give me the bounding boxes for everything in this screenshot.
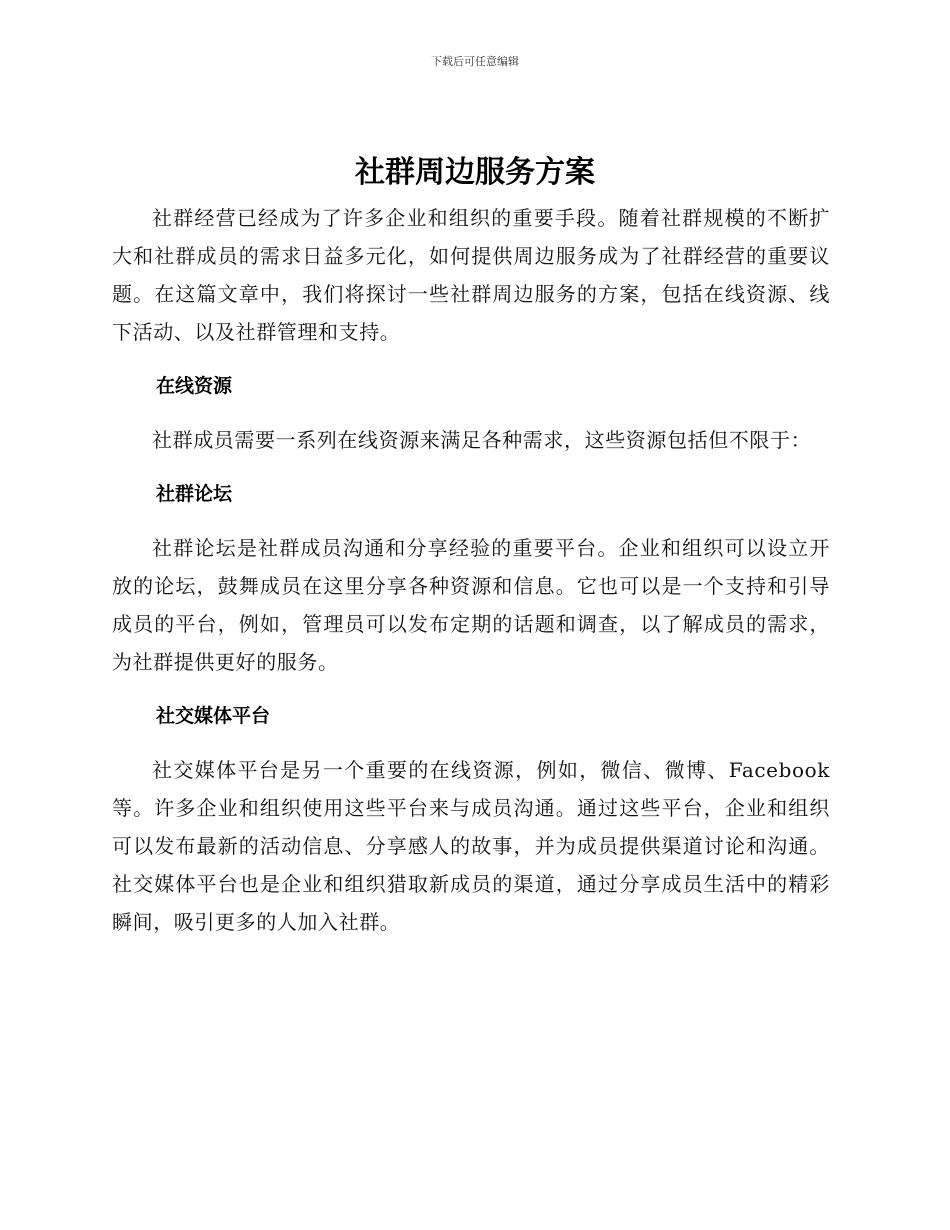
document-title: 社群周边服务方案	[355, 155, 595, 190]
document-body	[112, 199, 830, 941]
section-heading-online-resources: 在线资源	[156, 375, 233, 397]
section-paragraph-community-forum: 社群论坛是社群成员沟通和分享经验的重要平台。企业和组织可以设立开放的论坛，鼓舞成员在这里分享各种资源和信息。它也可以是一个支持和引导成员的平台，例如，管理员可以发布定期的话题和调查，以了解成员的需求，为社群提供更好的服务。	[112, 536, 830, 674]
intro-paragraph: 社群经营已经成为了许多企业和组织的重要手段。随着社群规模的不断扩大和社群成员的需求日益多元化，如何提供周边服务成为了社群经营的重要议题。在这篇文章中，我们将探讨一些社群周边服务的方案，包括在线资源、线下活动、以及社群管理和支持。	[112, 206, 830, 344]
section-paragraph-online-resources: 社群成员需要一系列在线资源来满足各种需求，这些资源包括但不限于：	[152, 428, 812, 452]
section-heading-social-media: 社交媒体平台	[156, 705, 271, 727]
section-heading-community-forum: 社群论坛	[156, 483, 233, 505]
section-paragraph-social-media: 社交媒体平台是另一个重要的在线资源，例如，微信、微博、Facebook等。许多企业和组织使用这些平台来与成员沟通。通过这些平台，企业和组织可以发布最新的活动信息、分享感人的故事，并为成员提供渠道讨论和沟通。社交媒体平台也是企业和组织猎取新成员的渠道，通过分享成员生活中的精彩瞬间，吸引更多的人加入社群。	[112, 758, 830, 934]
page-header-note: 下载后可任意编辑	[431, 55, 519, 68]
